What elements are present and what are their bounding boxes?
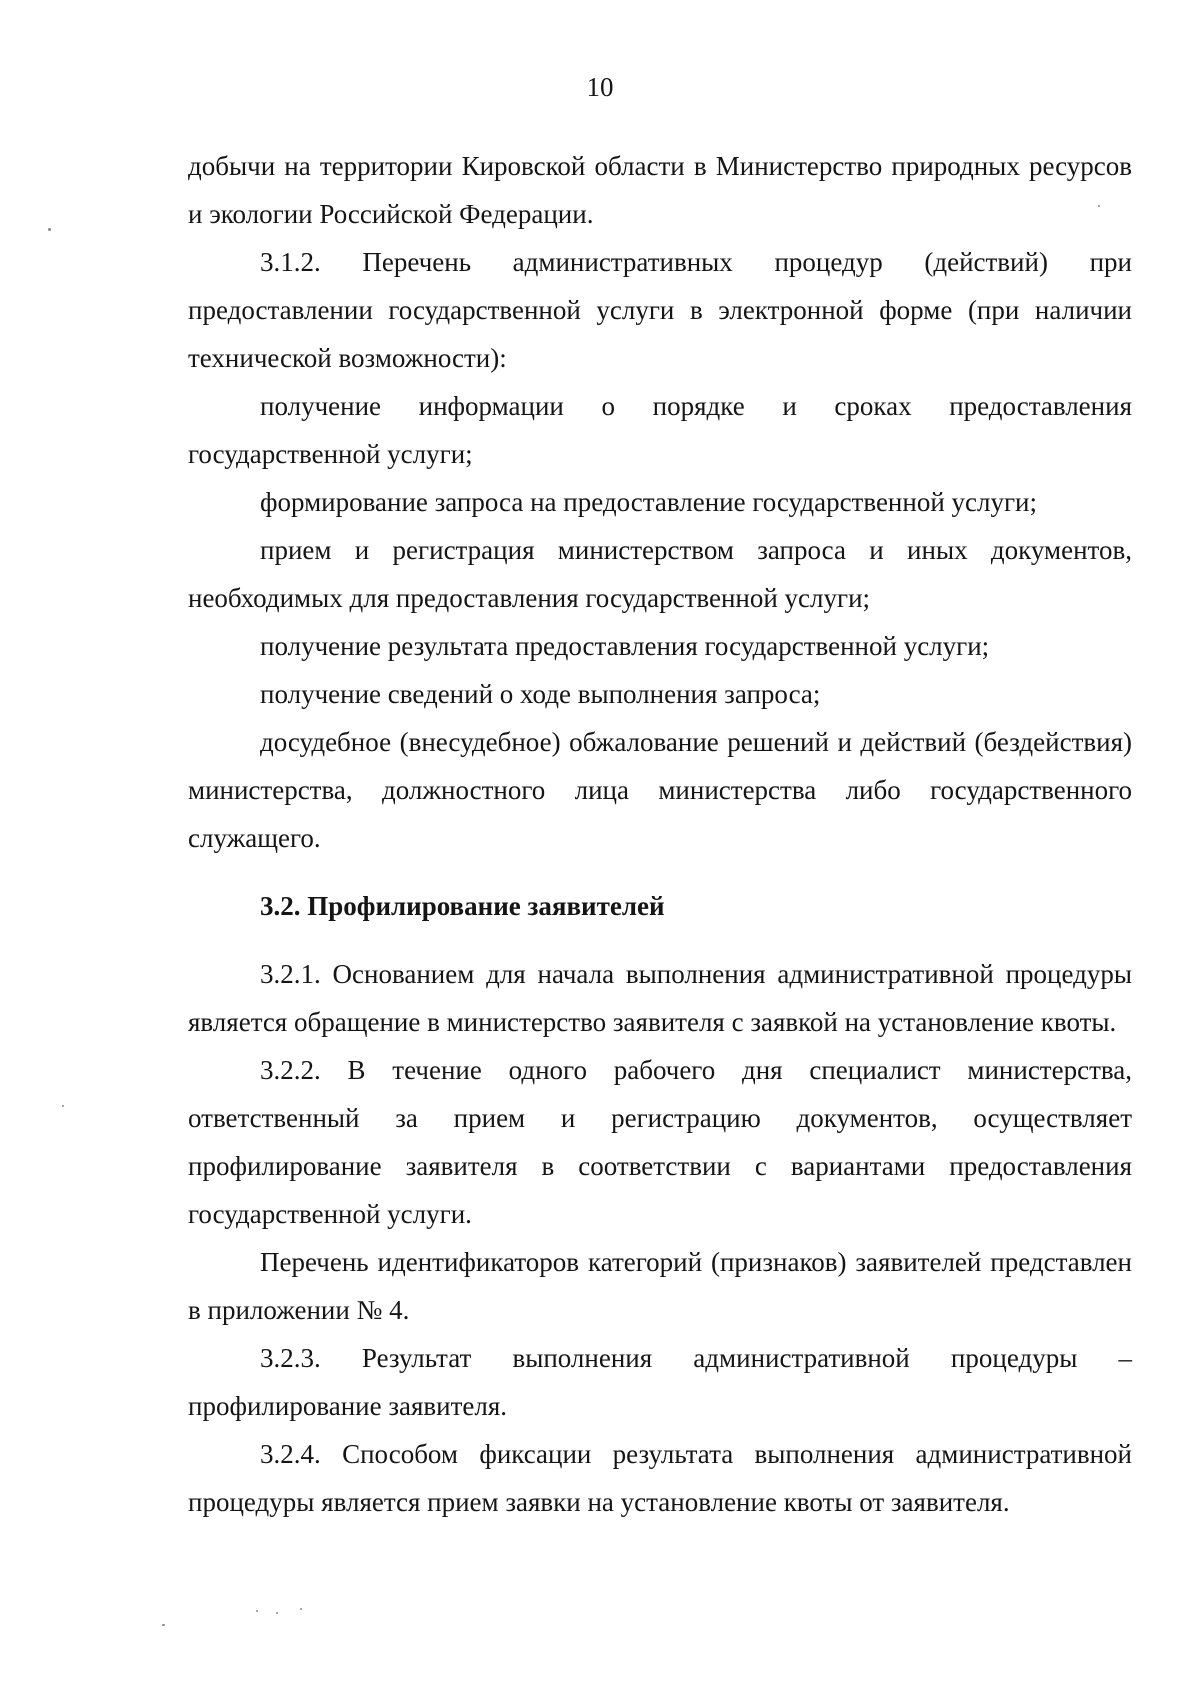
scan-speck [300,1608,302,1610]
paragraph-3-2-4: 3.2.4. Способом фиксации результата выполнения административной процедуры является прием заявки на установление квоты от заявителя. [188,1439,1132,1517]
list-item-appeal: досудебное (внесудебное) обжалование решений и действий (бездействия) министерства, должностного лица министерства либо государственного служащего. [188,727,1132,853]
paragraph-3-2-3: 3.2.3. Результат выполнения административной процедуры – профилирование заявителя. [188,1343,1132,1421]
list-item-result: получение результата предоставления государственной услуги; [260,631,990,661]
paragraph-3-1-2: 3.1.2. Перечень административных процедур (действий) при предоставлении государственной услуги в электронной форме (при наличии технической возможности): [188,247,1132,373]
list-item-request-forming: формирование запроса на предоставление государственной услуги; [260,487,1038,517]
list-item-status: получение сведений о ходе выполнения запроса; [260,679,821,709]
document-body [188,142,1132,1526]
list-item-registration: прием и регистрация министерством запроса и иных документов, необходимых для предоставления государственной услуги; [188,535,1132,613]
paragraph-continuation: добычи на территории Кировской области в Министерство природных ресурсов и экологии Российской Федерации. [188,151,1132,229]
scan-speck [62,1105,64,1107]
paragraph-3-2-1: 3.2.1. Основанием для начала выполнения административной процедуры является обращение в министерство заявителя с заявкой на установление квоты. [188,959,1132,1037]
scan-speck [162,1624,165,1626]
scan-speck [1098,205,1100,207]
page-number: 10 [586,72,614,102]
section-heading-3-2: 3.2. Профилирование заявителей [260,891,665,921]
scan-speck [256,1610,258,1612]
paragraph-identifiers: Перечень идентификаторов категорий (признаков) заявителей представлен в приложении № 4. [188,1247,1132,1325]
paragraph-3-2-2: 3.2.2. В течение одного рабочего дня специалист министерства, ответственный за прием и регистрацию документов, осуществляет профилирование заявителя в соответствии с вариантами предоставления государственной услуги. [188,1055,1132,1229]
list-item-info: получение информации о порядке и сроках предоставления государственной услуги; [188,391,1132,469]
scan-speck [276,1612,278,1614]
scan-speck [48,228,51,231]
